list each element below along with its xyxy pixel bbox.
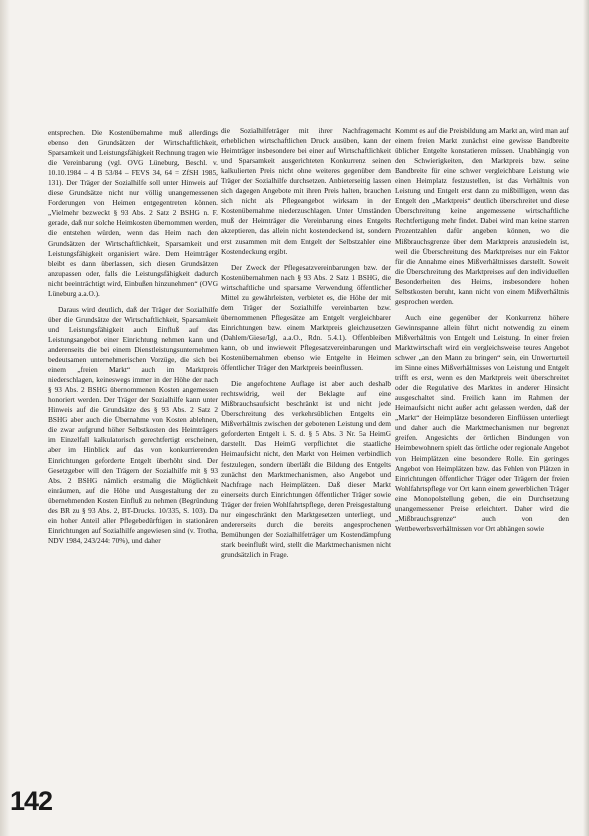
paragraph: Daraus wird deutlich, daß der Träger der Sozialhilfe über die Grundsätze der Wirtschaftlichkeit, Sparsamkeit und Leistungsfähigkeit auch Einfluß auf das Leistungsangebot einer Einrichtung nehmen kann und anderenseits die bei einem Dienstleistungsunternehmen bedeutsamen unternehmerischen Vorzüge, die sich bei einem „freien Markt“ auch im Marktpreis niederschlagen, keineswegs immer in der Höhe der nach § 93 Abs. 2 BSHG übernommenen Kosten angemessen honoriert werden. Der Träger der Sozialhilfe kann unter Hinweis auf die Grundsätze des § 93 Abs. 2 Satz 2 BSHG aber auch die Übernahme von Kosten ablehnen, die zwar aufgrund höher Selbstkosten des Heimträgers im Einzelfall kalkulatorisch gerechtfertigt erscheinen, aber im Hinblick auf das von konkurrierenden Einrichtungen geforderte Entgelt überhöht sind. Der Gesetzgeber will den Trägern der Sozialhilfe mit § 93 Abs. 2 BSHG nämlich erstmalig die Möglichkeit einräumen, auf die Höhe und Ausgestaltung der zu übernehmenden Kosten Einfluß zu nehmen (Begründung des BR zu § 93 Abs. 2, BT-Drucks. 10/335, S. 103). Da ein hoher Anteil aller Pflegebedürftigen in stationären Einrichtungen auf Sozialhilfe angewiesen sind (v. Trotha, NDV 1984, 243/244: 70%), und daher	[48, 304, 218, 545]
page-number: 142	[10, 786, 53, 816]
paragraph: Auch eine gegenüber der Konkurrenz höhere Gewinnspanne allein führt nicht notwendig zu einem Mißverhältnis von Entgelt und Leistung. In einer freien Marktwirtschaft wird ein vergleichsweise teures Angebot schwer „an den Mann zu bringen“ sein, ein Unwerturteil im Sinne eines Mißverhältnisses von Leistung und Entgelt trifft es erst, wenn es den Marktpreis weit überschreitet oder die Regulative des Marktes in anderer Hinsicht ausgeschaltet sind. Freilich kann im Rahmen der Heimaufsicht nicht außer acht gelassen werden, daß der „Markt“ der Heimplätze besonderen Einflüssen unterliegt und daher auch die Marktmechanismen nur begrenzt greifen. Angesichts der örtlichen Bindungen von Heimbewohnern spielt das örtliche oder regionale Angebot von Heimplätzen eine besondere Rolle. Ein geringes Angebot von Heimplätzen bzw. das Fehlen von Plätzen in Einrichtungen öffentlicher Träger oder Trägern der freien Wohlfahrtspflege vor Ort kann einem gewerblichen Träger eine Monopolstellung geben, die ein Durchsetzung unangemessener Preise erleichtert. Daher wird die „Mißbrauchsgrenze“ auch von den Wettbewerbsverhältnissen vor Ort abhängen sowie	[395, 312, 569, 533]
text-column-left	[48, 128, 218, 552]
paragraph: Der Zweck der Pflegesatzvereinbarungen bzw. der Kostenübernahmen nach § 93 Abs. 2 Satz 1 BSHG, die wirtschaftliche und sparsame Verwendung öffentlicher Mittel zu gewährleisten, verbietet es, die Höhe der mit dem Träger der Sozialhilfe vereinbarten bzw. übernommenen Pflegesätze am Entgelt vergleichbarer Einrichtungen bzw. einem Marktpreis gleichzusetzen (Dahlem/Giese/Igl, a.a.O., Rdn. 5.4.1). Offenbleiben kann, ob und inwieweit Pflegesatzvereinbarungen und Kostenübernahmen ebenso wie Entgelte in Heimen öffentlicher Träger den Marktpreis beeinflussen.	[221, 262, 391, 373]
paragraph: Die angefochtene Auflage ist aber auch deshalb rechtswidrig, weil der Beklagte auf eine Mißbrauchsaufsicht beschränkt ist und nicht jede Überschreitung des verkehrsüblichen Entgelts ein Mißverhältnis zwischen der gebotenen Leistung und dem geforderten Entgelt i. S. d. § 5 Abs. 3 Nr. 5a HeimG darstellt. Das HeimG verpflichtet die staatliche Heimaufsicht nicht, den Markt von Heimen verbindlich festzulegen, sondern überläßt die Bildung des Entgelts zunächst den Marktmechanismen, also Angebot und Nachfrage nach Heimplätzen. Daß dieser Markt einerseits durch Einrichtungen öffentlicher Träger sowie Träger der freien Wohlfahrtspflege, deren Preisgestaltung nur eingeschränkt den Marktgesetzen unterliegt, und andererseits durch die bereits angesprochenen Bemühungen der Sozialhilfeträger um Kostendämpfung stark beeinflußt wird, stellt die Marktmechanismen nicht grundsätzlich in Frage.	[221, 379, 391, 559]
text-column-right	[395, 126, 569, 540]
paragraph: Kommt es auf die Preisbildung am Markt an, wird man auf einem freien Markt zunächst eine gewisse Bandbreite üblicher Entgelte konstatieren müssen. Unabhängig von den Schwierigkeiten, den Marktpreis bzw. seine Bandbreite für eine schwer vergleichbare Leistung wie einen Heimplatz festzustellen, ist das Verhältnis von Leistung und Entgelt erst dann zu mißbilligen, wenn das Entgelt den „Marktpreis“ deutlich überschreitet und diese Überschreitung keine angemessene wirtschaftliche Rechtfertigung mehr findet. Dabei wird man keine starren Prozentzahlen dafür angeben können, wo die Mißbrauchsgrenze über dem Marktpreis anzusiedeln ist, weil die Überschreitung des Marktpreises nur ein Faktor für die Annahme eines Mißverhältnisses darstellt. Soweit die Überschreitung des Marktpreises auf den individuellen Besonderheiten des Heims, insbesondere hohen Selbstkosten beruht, kann nicht von einem Mißverhältnis gesprochen werden.	[395, 126, 569, 306]
binding-shadow	[0, 0, 10, 836]
scan-edge	[583, 0, 589, 836]
paragraph: entsprechen. Die Kostenübernahme muß allerdings ebenso den Grundsätzen der Wirtschaftlichkeit, Sparsamkeit und Leistungsfähigkeit Rechnung tragen wie die Vereinbarung (vgl. OVG Lüneburg, Beschl. v. 10.10.1984 – 4 B 53/84 – FEVS 34, 64 = ZfSH 1985, 131). Der Träger der Sozialhilfe soll unter Hinweis auf diese Grundsätze nicht nur völlig unangemessenen Forderungen von Heimen entgegentreten können. „Vielmehr bezweckt § 93 Abs. 2 Satz 2 BSHG n. F. gerade, daß nur solche Heimkosten übernommen werden, die entstehen würden, wenn das Heim nach den Grundsätzen der Wirtschaftlichkeit, Sparsamkeit und Leistungsfähigkeit organisiert wäre. Dem Heimträger bleibt es dann überlassen, sich diesen Grundsätzen anzupassen oder, falls die Leistungsfähigkeit dadurch nicht beeinträchtigt wird, Einbußen hinzunehmen“ (OVG Lüneburg a.a.O.).	[48, 128, 218, 298]
text-column-middle	[221, 126, 391, 566]
paragraph: die Sozialhilfeträger mit ihrer Nachfragemacht erheblichen wirtschaftlichen Druck ausüben, kann der Heimträger insbesondere bei einer auf Wirtschaftlichkeit und Sparsamkeit ausgerichteten Konkurrenz seinen kalkulierten Preis nicht ohne weiteres gegenüber dem Träger der Sozialhilfe durchsetzen. Anbieterseitig lassen sich dagegen Angebote mit ihren Preis halten, brauchen sich nicht als Pflegeangebot wirksam in der Kostenübernahme niederzuschlagen. Unter Umständen muß der Heimträger die Vereinbarung eines Entgelts akzeptieren, das allein nicht kostendeckend ist, sondern erst zusammen mit dem Entgelt der Selbstzahler eine Kostendeckung ergibt.	[221, 126, 391, 256]
